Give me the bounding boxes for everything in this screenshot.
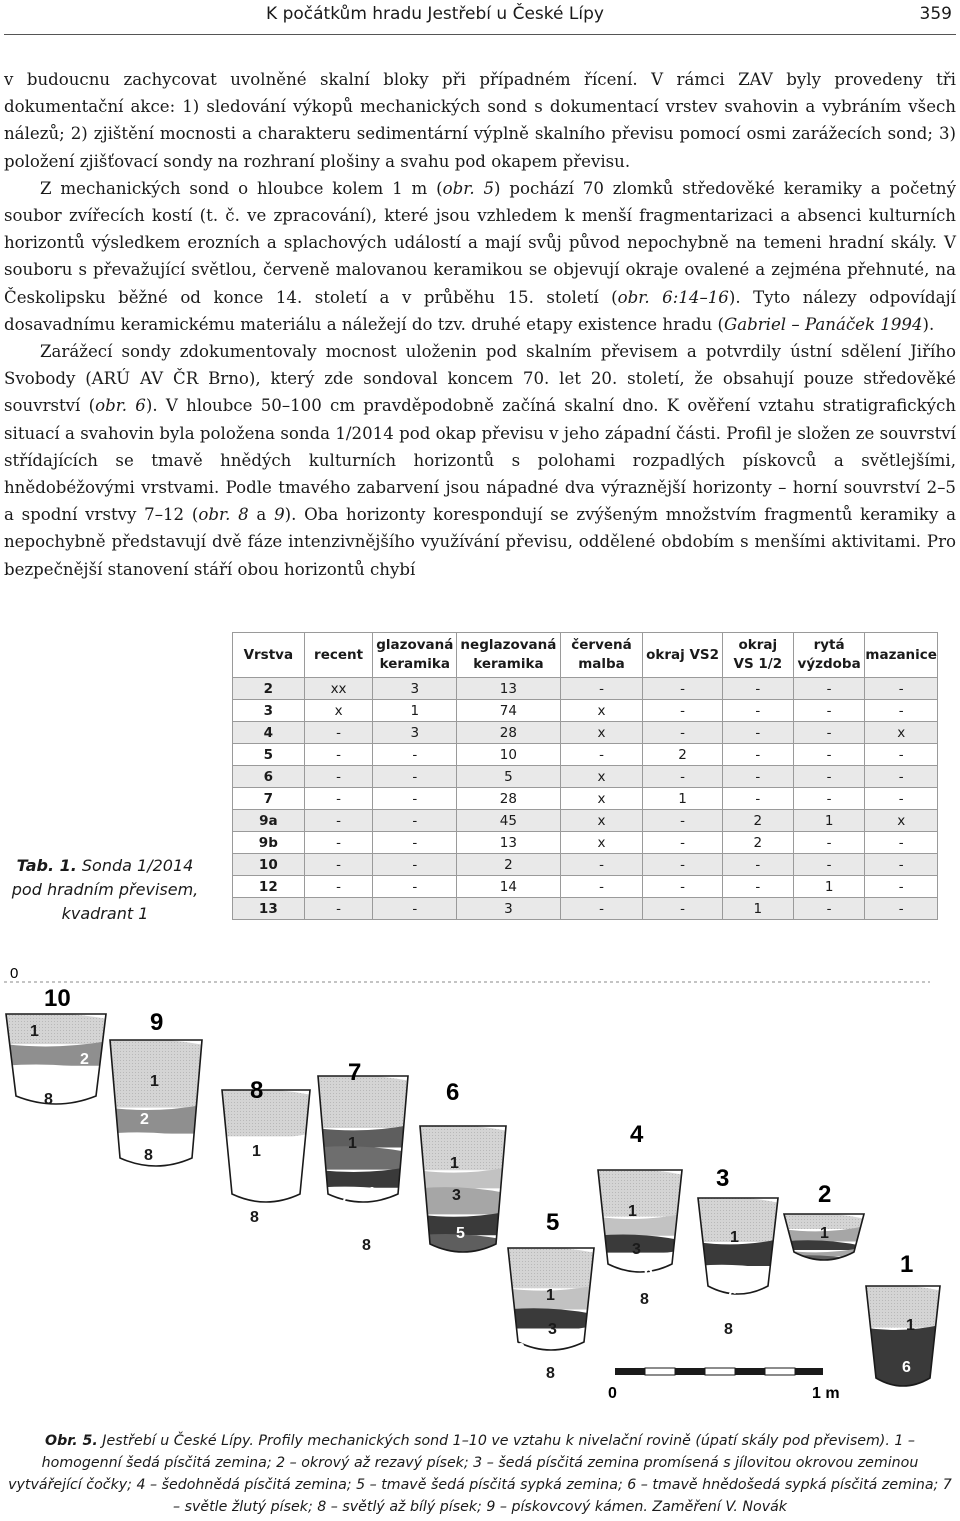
table-cell: - — [722, 876, 793, 898]
table-cell: - — [304, 854, 373, 876]
paragraph-1: v budoucnu zachycovat uvolněné skalní bloky při případném řícení. V rámci ZAV byly provedeny tři dokumentační akce: 1) sledování výkopů mechanických sond s dokumentací vrstev svahovin a vybráním všech nálezů; 2) zjištění mocnosti a charakteru sedimentární výplně skalního převisu pomocí osmi zarážecích sond; 3) položení zjišťovací sondy na rozhraní plošiny a svahu pod okapem převisu. — [4, 70, 956, 171]
body-text — [4, 66, 956, 583]
layer-band — [4, 1064, 108, 1118]
paragraph-3-text: ). V hloubce 50–100 cm pravděpodobně začíná skalní dno. K ověření vztahu stratigrafických situací a svahovin byla položena sonda 1/2014 pod okap převisu v jeho západní části. Profil je složen ze souvrství střídajících se tmavě hnědých kulturních horizontů s polohami rozpadlých pískovců a světlejšími, hnědobéžovými vrstvami. Podle tmavého zabarvení jsou nápadné dva výraznější horizonty – horní souvrství 2–5 a spodní vrstvy 7–12 ( — [4, 396, 956, 525]
table-header-cell — [865, 633, 938, 678]
probe-number: 5 — [546, 1209, 560, 1236]
table-body — [233, 678, 938, 920]
layer-number-cell: 6 — [233, 766, 305, 788]
table-cell: - — [304, 898, 373, 920]
probe-profile — [864, 1251, 942, 1400]
table-header-text: červená — [571, 637, 632, 653]
table-cell: - — [865, 854, 938, 876]
layer-label: 8 — [44, 1091, 53, 1108]
table-row — [233, 898, 938, 920]
table-cell: x — [865, 722, 938, 744]
table-cell: - — [560, 744, 643, 766]
table-cell: - — [722, 788, 793, 810]
table-header-cell — [560, 633, 643, 678]
table-header-text: recent — [314, 646, 364, 663]
table-header-text: mazanice — [865, 646, 937, 663]
scale-segment — [675, 1368, 705, 1375]
probe-profile — [596, 1121, 684, 1308]
table-row — [233, 810, 938, 832]
layer-label: 1 — [450, 1155, 459, 1172]
figure-reference: obr. 6 — [95, 396, 146, 416]
table-cell: - — [865, 766, 938, 788]
paragraph-2-text: ). — [922, 314, 935, 334]
layer-number-cell: 4 — [233, 722, 305, 744]
table-cell: x — [560, 722, 643, 744]
layer-label: 1 — [252, 1143, 261, 1160]
layer-label: 5 — [456, 1225, 465, 1242]
table-cell: - — [643, 898, 722, 920]
table-row — [233, 788, 938, 810]
table-cell: - — [722, 722, 793, 744]
layer-label: 1 — [906, 1317, 915, 1334]
table-cell: - — [304, 810, 373, 832]
probe-number: 4 — [630, 1121, 644, 1148]
table-header-cell — [373, 633, 457, 678]
table-cell: 13 — [457, 832, 561, 854]
probe-number: 1 — [900, 1251, 914, 1278]
table-cell: 1 — [373, 700, 457, 722]
scale-segment — [735, 1368, 765, 1375]
probe-number: 7 — [348, 1059, 362, 1086]
probe-profile — [316, 1059, 410, 1254]
table-cell: - — [865, 876, 938, 898]
layer-number-cell: 12 — [233, 876, 305, 898]
layer-label: 4 — [366, 1185, 375, 1202]
layer-label: 6 — [810, 1279, 819, 1296]
layer-band — [596, 1214, 684, 1236]
scale-bar — [608, 1368, 840, 1402]
figure-reference: obr. 6:14–16 — [617, 287, 729, 307]
layer-label: 1 — [348, 1135, 357, 1152]
table-header-cell — [233, 633, 305, 678]
table-header-row — [233, 633, 938, 678]
probe-profile — [506, 1209, 596, 1382]
table-cell: - — [304, 722, 373, 744]
table-cell: - — [793, 766, 865, 788]
table-cell: - — [793, 898, 865, 920]
table-header-cell — [722, 633, 793, 678]
scale-segment — [795, 1368, 823, 1375]
layer-band — [4, 1013, 108, 1044]
table-cell: 2 — [722, 810, 793, 832]
layer-band — [596, 1169, 684, 1217]
table-cell: - — [865, 700, 938, 722]
layer-band — [418, 1167, 508, 1188]
layer-label: 3 — [632, 1241, 641, 1258]
layer-band — [316, 1075, 410, 1128]
layer-label: 8 — [640, 1291, 649, 1308]
table-cell: 1 — [722, 898, 793, 920]
layer-number-cell: 2 — [233, 678, 305, 700]
layer-label: 3 — [452, 1187, 461, 1204]
layer-number-cell: 3 — [233, 700, 305, 722]
layer-label: 1 — [30, 1023, 39, 1040]
table-cell: - — [722, 854, 793, 876]
layer-label: 8 — [362, 1237, 371, 1254]
table-header-text: rytá — [813, 637, 845, 653]
layer-label: 1 — [730, 1229, 739, 1246]
table-header-text: malba — [578, 656, 625, 672]
table-cell: 28 — [457, 788, 561, 810]
layer-label: 2 — [80, 1051, 89, 1068]
table-cell: - — [373, 766, 457, 788]
layer-number-cell: 5 — [233, 744, 305, 766]
paragraph-3-text: ). Oba horizonty korespondují se zvýšeným množstvím fragmentů keramiky a nepochybně představují dvě fáze intenzivnějšího využívání převisu, oddělené obdobím s menšími aktivitami. Pro bezpečnější stanovení stáří obou horizontů chybí — [4, 505, 957, 579]
figure-caption — [8, 1430, 952, 1518]
table-cell: 10 — [457, 744, 561, 766]
table-cell: - — [304, 744, 373, 766]
paragraph-2-text: ). Tyto nálezy odpovídají dosavadnímu keramickému materiálu a náležejí do tzv. druhé etapy existence hradu ( — [4, 287, 956, 334]
probe-profile — [4, 985, 108, 1118]
table-cell: - — [793, 744, 865, 766]
table-cell: - — [560, 854, 643, 876]
paragraph-3 — [4, 338, 956, 583]
layer-label: 7 — [340, 1191, 349, 1208]
table-caption-label: Tab. 1. — [16, 856, 77, 875]
layer-band — [418, 1125, 508, 1170]
table-row — [233, 854, 938, 876]
table-cell: 28 — [457, 722, 561, 744]
probe-profile — [782, 1181, 866, 1314]
layer-band — [316, 1167, 410, 1188]
paragraph-2-text: Z mechanických sond o hloubce kolem 1 m ( — [40, 178, 443, 198]
layer-band — [864, 1285, 942, 1328]
table-row — [233, 678, 938, 700]
paragraph-2 — [4, 175, 956, 338]
probe-profile — [696, 1165, 780, 1338]
table-header-cell — [793, 633, 865, 678]
table-cell: - — [722, 678, 793, 700]
table-cell: - — [373, 744, 457, 766]
figure-reference: obr. 8 — [198, 505, 249, 525]
probe-profile — [220, 1077, 312, 1226]
table-row — [233, 700, 938, 722]
table-cell: xx — [304, 678, 373, 700]
table-cell: - — [793, 854, 865, 876]
layer-label: 6 — [728, 1289, 737, 1306]
running-title: K počátkům hradu Jestřebí u České Lípy — [266, 4, 604, 24]
table-cell: - — [373, 876, 457, 898]
table-header-cell — [304, 633, 373, 678]
layer-label: 1 — [546, 1287, 555, 1304]
table-cell: 1 — [793, 810, 865, 832]
table-cell: x — [865, 810, 938, 832]
layer-label: 6 — [644, 1263, 653, 1280]
layer-label: 3 — [548, 1321, 557, 1338]
layer-band — [4, 1041, 108, 1066]
table-cell: 1 — [793, 876, 865, 898]
table-cell: - — [304, 766, 373, 788]
table-cell: - — [560, 678, 643, 700]
finds-table — [232, 632, 938, 920]
datum-label: 0 — [10, 965, 19, 982]
table-cell: x — [560, 766, 643, 788]
table-header-cell — [457, 633, 561, 678]
table-cell: - — [793, 700, 865, 722]
page-header — [4, 0, 956, 35]
table-cell: x — [560, 810, 643, 832]
table-cell: 2 — [457, 854, 561, 876]
table-cell: - — [722, 700, 793, 722]
table-cell: - — [643, 700, 722, 722]
layer-label: 6 — [902, 1359, 911, 1376]
layer-label: 7 — [812, 1297, 821, 1314]
table-caption-text: Sonda 1/2014 pod hradním převisem, kvadrant 1 — [11, 856, 199, 923]
layer-band — [316, 1146, 410, 1169]
table-cell: x — [560, 700, 643, 722]
table-cell: 45 — [457, 810, 561, 832]
figure-caption-text: Jestřebí u České Lípy. Profily mechanických sond 1–10 ve vztahu k nivelační rovině (úpatí skály pod převisem). 1 – homogenní šedá písčitá zemina; 2 – okrový až rezavý písek; 3 – šedá písčitá zemina promísená s jílovitou okrovou zeminou vytvářející čočky; 4 – šedohnědá písčitá zemina; 5 – tmavě šedá písčitá sypká zemina; 6 – tmavě hnědošedá sypká písčitá zemina; 7 – světle žlutý písek; 8 – světlý až bílý písek; 9 – pískovcový kámen. Zaměření V. Novák — [8, 1433, 952, 1515]
table-cell: - — [722, 744, 793, 766]
table-cell: - — [643, 722, 722, 744]
probe-profile — [418, 1079, 508, 1296]
figure-reference: 9 — [274, 505, 285, 525]
table-row — [233, 722, 938, 744]
paragraph-3-text: a — [248, 505, 275, 525]
scale-end-label: 1 m — [812, 1385, 840, 1402]
table-cell: - — [373, 854, 457, 876]
table-cell: x — [560, 832, 643, 854]
table-cell: - — [373, 832, 457, 854]
layer-band — [108, 1105, 204, 1134]
layer-label: 8 — [546, 1365, 555, 1382]
table-cell: - — [304, 788, 373, 810]
table-row — [233, 876, 938, 898]
table-cell: 1 — [643, 788, 722, 810]
table-cell: - — [643, 810, 722, 832]
scale-segment — [615, 1368, 645, 1375]
table-cell: - — [865, 898, 938, 920]
layer-label: 5 — [818, 1261, 827, 1278]
layer-label: 1 — [150, 1073, 159, 1090]
table-header-text: Vrstva — [243, 646, 294, 663]
table-cell: - — [865, 788, 938, 810]
table-cell: - — [560, 898, 643, 920]
table-row — [233, 744, 938, 766]
table-header-text: okraj VS2 — [646, 646, 720, 663]
probe-number: 8 — [250, 1077, 264, 1104]
table-cell: - — [865, 744, 938, 766]
literature-reference: Gabriel – Panáček 1994 — [723, 314, 923, 334]
table-header-text: VS 1/2 — [733, 656, 783, 672]
layer-label: 8 — [144, 1147, 153, 1164]
table-cell: 14 — [457, 876, 561, 898]
table-header-text: neglazovaná — [460, 637, 557, 653]
table-cell: - — [793, 722, 865, 744]
scale-segment — [765, 1368, 795, 1375]
table-cell: - — [865, 678, 938, 700]
layer-label: 6 — [430, 1259, 439, 1276]
layer-band — [108, 1132, 204, 1180]
table-cell: 2 — [722, 832, 793, 854]
table-cell: 3 — [373, 722, 457, 744]
table-cell: - — [643, 854, 722, 876]
layer-band — [316, 1125, 410, 1148]
table-cell: - — [560, 876, 643, 898]
table-cell: - — [793, 678, 865, 700]
table-header-text: glazovaná — [376, 637, 454, 653]
layer-number-cell: 9a — [233, 810, 305, 832]
table-cell: - — [643, 876, 722, 898]
scale-start-label: 0 — [608, 1385, 617, 1402]
probe-number: 3 — [716, 1165, 730, 1192]
layer-label: 2 — [140, 1111, 149, 1128]
table-cell: - — [373, 898, 457, 920]
layer-number-cell: 10 — [233, 854, 305, 876]
layer-number-cell: 9b — [233, 832, 305, 854]
table-cell: - — [643, 678, 722, 700]
layer-band — [220, 1133, 312, 1216]
table-cell: 3 — [373, 678, 457, 700]
table-header-text: okraj — [738, 637, 778, 653]
table-cell: 74 — [457, 700, 561, 722]
table-cell: - — [643, 766, 722, 788]
table-cell: - — [865, 832, 938, 854]
table-cell: x — [560, 788, 643, 810]
table-cell: 5 — [457, 766, 561, 788]
layer-label: 7 — [458, 1279, 467, 1296]
page-number: 359 — [919, 4, 952, 24]
layer-band — [506, 1247, 596, 1289]
table-header-text: keramika — [473, 656, 544, 672]
layer-label: 1 — [628, 1203, 637, 1220]
layer-label: 9 — [834, 1279, 843, 1296]
probe-number: 6 — [446, 1079, 460, 1106]
scale-segment — [645, 1368, 675, 1375]
layer-label: 1 — [820, 1225, 829, 1242]
table-row — [233, 832, 938, 854]
table-cell: 13 — [457, 678, 561, 700]
probe-number: 10 — [44, 985, 71, 1012]
table-header-cell — [643, 633, 722, 678]
table-cell: - — [793, 788, 865, 810]
probes-group — [4, 985, 942, 1400]
layer-label: 6 — [516, 1341, 525, 1358]
layer-label: 6 — [360, 1211, 369, 1228]
table-cell: - — [643, 832, 722, 854]
table-cell: x — [304, 700, 373, 722]
layer-number-cell: 7 — [233, 788, 305, 810]
scale-segment — [705, 1368, 735, 1375]
table-cell: 3 — [457, 898, 561, 920]
table-cell: - — [373, 788, 457, 810]
table-cell: - — [373, 810, 457, 832]
probe-number: 2 — [818, 1181, 832, 1208]
table-cell: - — [722, 766, 793, 788]
table-row — [233, 766, 938, 788]
probe-profiles-figure — [0, 958, 960, 1428]
table-header-text: výzdoba — [797, 656, 861, 672]
figure-reference: obr. 5 — [442, 178, 495, 198]
paragraph-3-text: Zarážecí sondy zdokumentovaly mocnost uloženin pod skalním převisem a potvrdily ústní sdělení Jiřího Svobody (ARÚ AV ČR Brno), který zde sondoval koncem 70. let 20. století, že obsahují pouze středověké souvrství ( — [4, 342, 956, 416]
figure-caption-label: Obr. 5. — [45, 1433, 98, 1449]
layer-label: 8 — [250, 1209, 259, 1226]
table-cell: - — [793, 832, 865, 854]
table-cell: - — [304, 832, 373, 854]
paragraph-2-text: ) pochází 70 zlomků středověké keramiky a početný soubor zvířecích kostí (t. č. ve zpracování), které jsou vzhledem k menší fragmentarizaci a absenci kulturních horizontů výsledkem erozních a splachových událostí a mají svůj původ nepochybně na temeni hradní skály. V souboru s převažující světlou, červeně malovanou keramikou se objevují okraje ovalené a zejména přehnuté, na Českolipsku běžné od konce 14. století a v průběhu 15. století ( — [4, 178, 956, 307]
layer-band — [220, 1089, 312, 1137]
table-cell: 2 — [643, 744, 722, 766]
layer-band — [418, 1187, 508, 1214]
probe-profile — [108, 1009, 204, 1180]
layer-number-cell: 13 — [233, 898, 305, 920]
table-cell: - — [304, 876, 373, 898]
table-caption — [6, 854, 204, 926]
probe-number: 9 — [150, 1009, 164, 1036]
layer-label: 8 — [724, 1321, 733, 1338]
table-header-text: keramika — [379, 656, 450, 672]
